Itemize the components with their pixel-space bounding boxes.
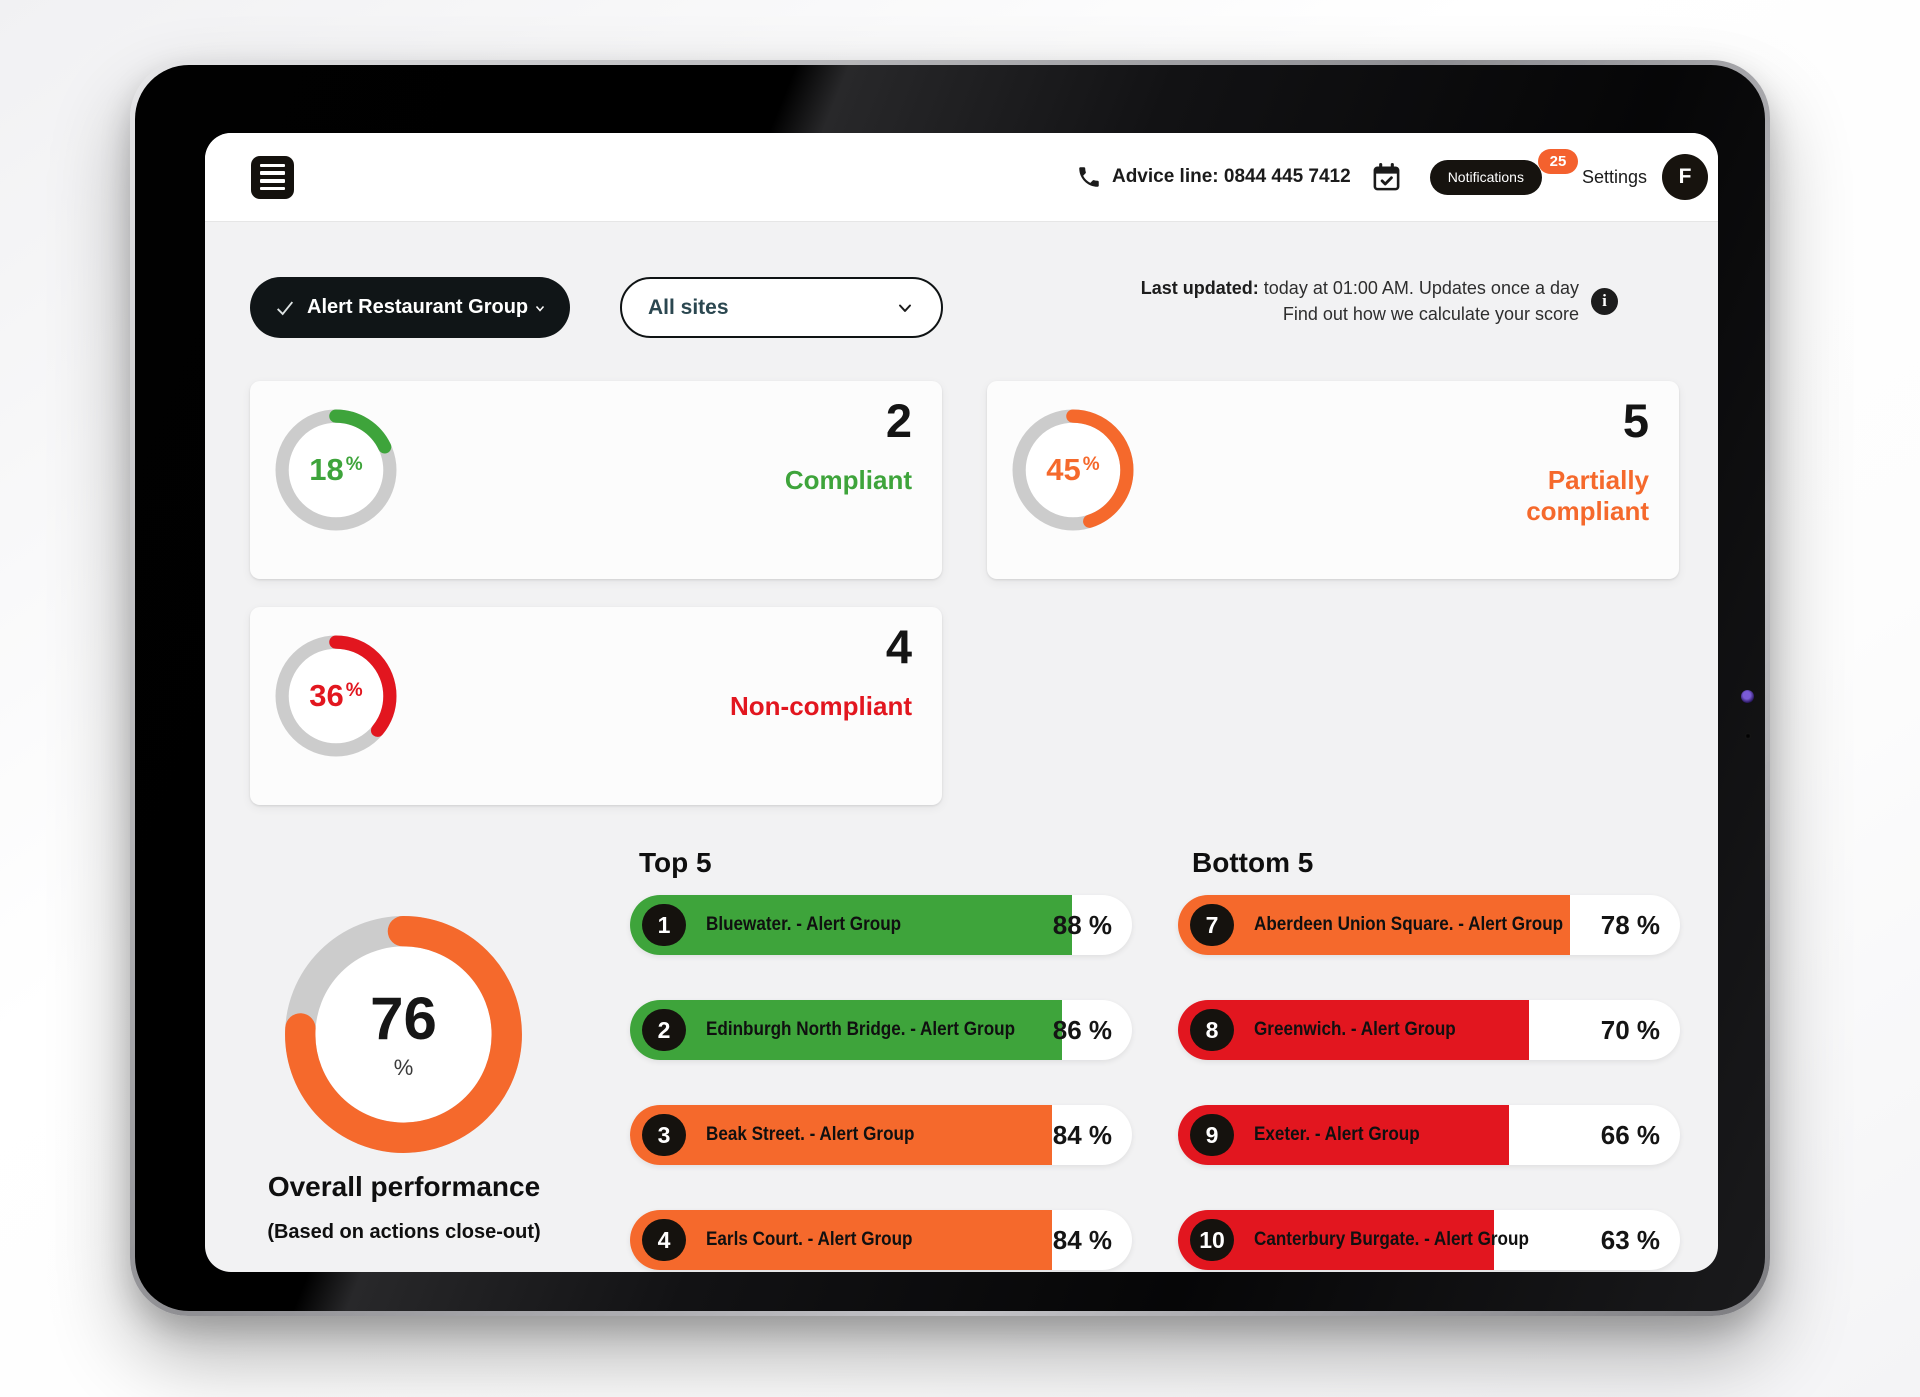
top5-title: Top 5 <box>639 847 712 878</box>
notifications-button[interactable] <box>1430 160 1542 195</box>
notifications-label: Notifications <box>1447 169 1524 185</box>
calendar-check-icon <box>1371 162 1402 193</box>
overall-score-unit: % <box>393 1054 414 1080</box>
site-name: Canterbury Burgate. - Alert Group <box>1254 1229 1529 1250</box>
rank-row-8[interactable] <box>1178 1000 1680 1060</box>
rank-badge: 8 <box>1190 1009 1234 1051</box>
compliant-label: Compliant <box>784 465 912 495</box>
rank-badge: 7 <box>1190 904 1234 946</box>
partially-compliant-label: Partially compliant <box>1526 465 1649 527</box>
site-name: Greenwich. - Alert Group <box>1254 1019 1456 1040</box>
compliant-card[interactable] <box>250 381 942 579</box>
tablet-bezel <box>135 65 1765 1311</box>
rank-badge: 4 <box>642 1219 686 1261</box>
site-score: 88 % <box>1052 910 1112 940</box>
bottom5-title: Bottom 5 <box>1192 847 1314 878</box>
partially-compliant-donut: 45 % <box>1012 409 1134 531</box>
camera-lens-icon <box>1741 690 1754 703</box>
notifications-wrap <box>1430 152 1567 195</box>
notifications-count: 25 <box>1549 152 1567 170</box>
partially-compliant-card[interactable] <box>987 381 1679 579</box>
site-score: 78 % <box>1600 910 1660 940</box>
rank-badge: 9 <box>1190 1114 1234 1156</box>
top-bar <box>205 133 1718 222</box>
site-name: Bluewater. - Alert Group <box>706 914 902 935</box>
avatar[interactable] <box>1662 154 1708 200</box>
last-updated-block <box>1141 275 1618 327</box>
partially-compliant-count: 5 <box>1622 394 1649 447</box>
overall-performance-donut <box>282 913 525 1156</box>
tablet-frame <box>130 60 1770 1316</box>
info-icon[interactable]: i <box>1591 288 1618 315</box>
calendar-button[interactable] <box>1371 162 1402 193</box>
non-compliant-donut: 36 % <box>275 635 397 757</box>
score-link[interactable]: Find out how we calculate your score <box>1282 304 1579 325</box>
overall-performance-subtitle: (Based on actions close-out) <box>267 1221 541 1243</box>
rank-row-9[interactable] <box>1178 1105 1680 1165</box>
rank-badge: 10 <box>1190 1219 1234 1261</box>
group-filter-button[interactable] <box>250 277 570 338</box>
rank-row-7[interactable] <box>1178 895 1680 955</box>
overall-performance-title: Overall performance <box>267 1171 541 1202</box>
site-score: 70 % <box>1600 1015 1660 1045</box>
rank-row-10[interactable] <box>1178 1210 1680 1270</box>
compliant-donut: 18 % <box>275 409 397 531</box>
site-score: 63 % <box>1600 1225 1660 1255</box>
site-name: Aberdeen Union Square. - Alert Group <box>1254 914 1564 935</box>
site-score: 84 % <box>1052 1225 1112 1255</box>
group-filter-label: Alert Restaurant Group <box>307 296 529 318</box>
avatar-initial: F <box>1678 165 1692 188</box>
sites-dropdown-value: All sites <box>648 295 729 319</box>
last-updated-line: Last updated: today at 01:00 AM. Updates once a day <box>1140 278 1579 298</box>
advice-line[interactable] <box>1076 164 1351 190</box>
camera-sensor-icon <box>1745 733 1751 739</box>
caret-down-icon <box>534 302 546 314</box>
compliant-count: 2 <box>885 394 912 447</box>
chevron-down-icon <box>895 298 915 318</box>
rank-row-2[interactable] <box>630 1000 1132 1060</box>
non-compliant-card[interactable] <box>250 607 942 805</box>
topbar-right-cluster <box>1076 154 1708 200</box>
overall-score: 76 <box>370 984 437 1052</box>
site-score: 66 % <box>1600 1120 1660 1150</box>
rank-badge: 2 <box>642 1009 686 1051</box>
last-updated-text <box>1141 275 1579 327</box>
rank-row-1[interactable] <box>630 895 1132 955</box>
app-screen <box>205 133 1718 1272</box>
menu-button[interactable] <box>251 156 294 199</box>
check-icon <box>274 297 296 319</box>
rank-badge: 3 <box>642 1114 686 1156</box>
site-score: 86 % <box>1052 1015 1112 1045</box>
partially-compliant-percent: 45 <box>1046 452 1081 487</box>
settings-button[interactable]: Settings <box>1581 166 1647 187</box>
site-score: 84 % <box>1052 1120 1112 1150</box>
site-name: Beak Street. - Alert Group <box>706 1124 915 1145</box>
hamburger-icon <box>260 164 285 168</box>
rank-row-4[interactable] <box>630 1210 1132 1270</box>
advice-line-text: Advice line: 0844 445 7412 <box>1111 166 1351 187</box>
rank-row-3[interactable] <box>630 1105 1132 1165</box>
rank-badge: 1 <box>642 904 686 946</box>
compliant-percent: 18 <box>309 452 344 487</box>
non-compliant-percent: 36 <box>309 678 344 713</box>
notifications-badge <box>1538 149 1578 174</box>
site-name: Edinburgh North Bridge. - Alert Group <box>706 1019 1016 1040</box>
site-name: Earls Court. - Alert Group <box>706 1229 913 1250</box>
sites-dropdown[interactable] <box>620 277 943 338</box>
non-compliant-count: 4 <box>885 620 912 673</box>
phone-icon <box>1076 164 1102 190</box>
site-name: Exeter. - Alert Group <box>1254 1124 1420 1145</box>
non-compliant-label: Non-compliant <box>730 691 912 721</box>
